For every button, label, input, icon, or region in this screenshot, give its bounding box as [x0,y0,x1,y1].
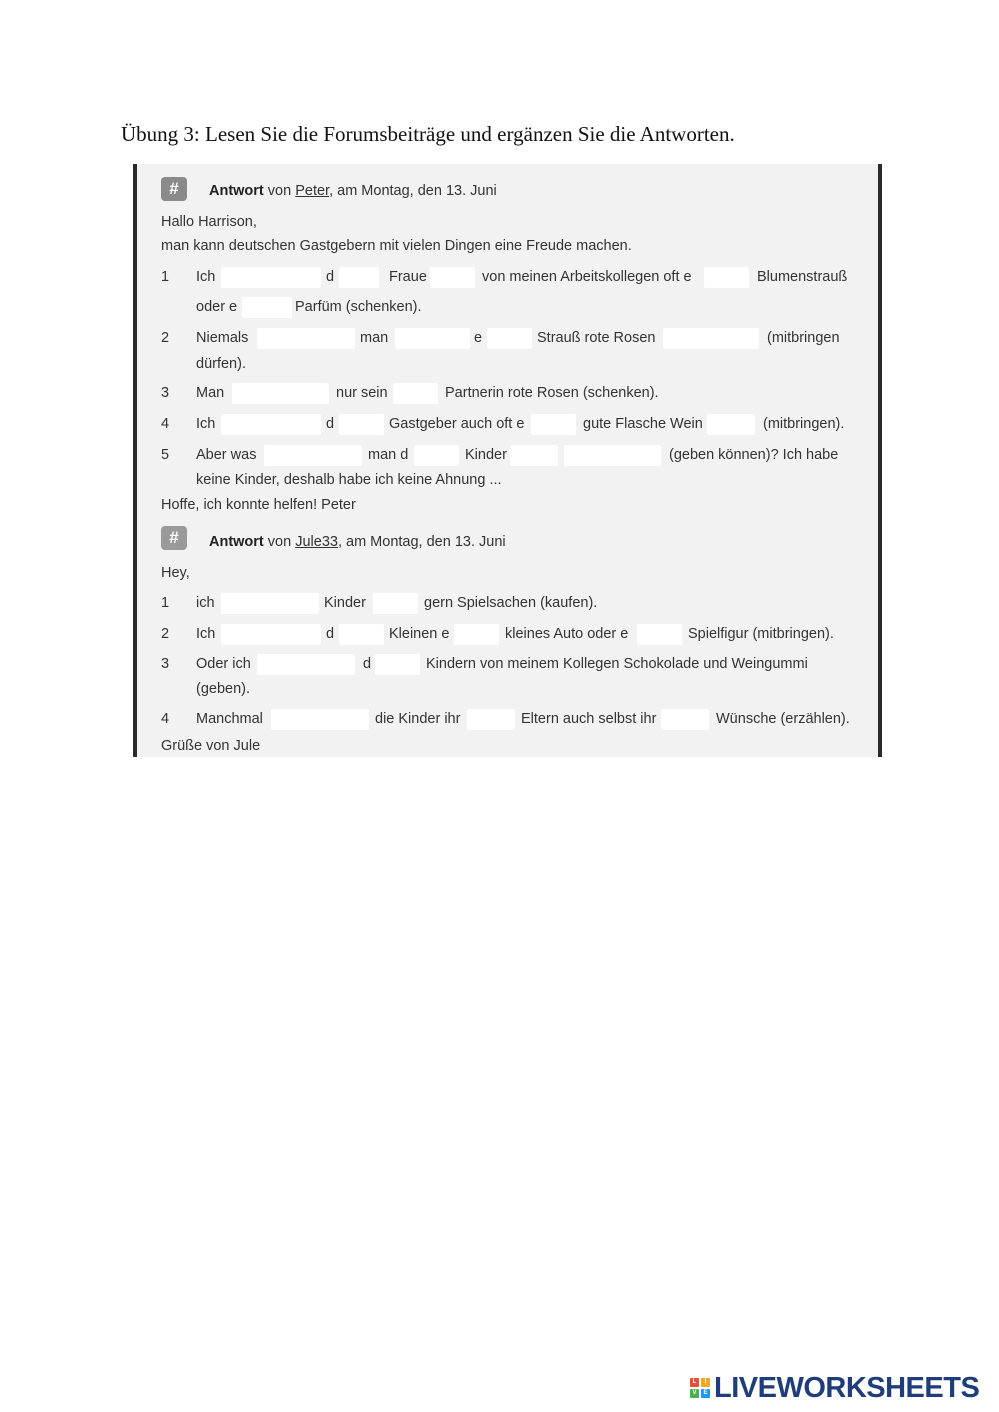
text: Wünsche (erzählen). [716,711,850,727]
sentence-number: 5 [161,447,170,463]
text: Kinder [324,595,366,611]
sentence-number: 3 [161,385,170,401]
closing-text: Hoffe, ich konnte helfen! Peter [161,497,356,513]
text: Fraue [389,269,427,285]
text: oder e [196,299,238,315]
closing-text: Grüße von Jule [161,738,261,754]
text: Ich [196,416,216,432]
forum-panel [133,164,882,757]
text: ich [196,595,215,611]
answer-gap[interactable] [373,593,418,614]
answer-gap[interactable] [414,445,459,466]
answer-gap[interactable] [707,414,755,435]
answer-gap[interactable] [339,624,384,645]
text: Spielfigur (mitbringen). [688,626,834,642]
text: (mitbringen [767,330,840,346]
text: Partnerin rote Rosen (schenken). [445,385,659,401]
answer-gap[interactable] [531,414,576,435]
text: d [326,269,335,285]
sentence-number: 1 [161,595,170,611]
answer-gap[interactable] [221,267,321,288]
text: Man [196,385,225,401]
text: Kinder [465,447,507,463]
post-header [209,534,506,550]
hashtag-icon: # [161,526,187,550]
answer-gap[interactable] [637,624,682,645]
hashtag-icon: # [161,177,187,201]
exercise-title: Übung 3: Lesen Sie die Forumsbeiträge und ergänzen Sie die Antworten. [121,122,735,146]
logo-square: E [701,1389,710,1398]
text: e [474,330,483,346]
text: Kleinen e [389,626,450,642]
logo-text: LIVEWORKSHEETS [714,1371,980,1404]
text: gern Spielsachen (kaufen). [424,595,598,611]
answer-gap[interactable] [663,328,759,349]
text: Manchmal [196,711,263,727]
logo-square: I [701,1378,710,1387]
answer-gap[interactable] [221,414,321,435]
text: Ich [196,626,216,642]
greeting: Hallo Harrison, [161,214,257,230]
text: d [326,416,335,432]
text: Kindern von meinem Kollegen Schokolade und Weingummi [426,656,808,672]
text: Ich [196,269,216,285]
answer-gap[interactable] [375,654,420,675]
text: Strauß rote Rosen [537,330,656,346]
answer-gap[interactable] [339,414,384,435]
answer-gap[interactable] [393,383,438,404]
text: Eltern auch selbst ihr [521,711,657,727]
text: gute Flasche Wein [583,416,703,432]
post-header [209,183,497,199]
text: die Kinder ihr [375,711,461,727]
answer-gap[interactable] [232,383,329,404]
answer-gap[interactable] [430,267,475,288]
logo-icon [690,1378,710,1398]
answer-gap[interactable] [221,624,321,645]
text: von meinen Arbeitskollegen oft e [482,269,692,285]
answer-gap[interactable] [257,654,355,675]
answer-gap[interactable] [242,297,292,318]
answer-gap[interactable] [564,445,661,466]
text: (geben). [196,681,251,697]
greeting: Hey, [161,565,190,581]
logo-square: L [690,1378,699,1387]
text: kleines Auto oder e [505,626,629,642]
text: Niemals [196,330,249,346]
text: (geben können)? Ich habe [669,447,839,463]
text: Aber was [196,447,257,463]
text: man [360,330,389,346]
von-label: von [267,183,292,199]
text: d [363,656,372,672]
answer-gap[interactable] [467,709,515,730]
author-link[interactable]: Peter [295,183,330,199]
text: Blumenstrauß [757,269,848,285]
answer-gap[interactable] [339,267,379,288]
answer-gap[interactable] [454,624,499,645]
text: Parfüm (schenken). [295,299,422,315]
answer-gap[interactable] [661,709,709,730]
antwort-label: Antwort [209,534,264,550]
text: Oder ich [196,656,251,672]
text: d [326,626,335,642]
answer-gap[interactable] [221,593,319,614]
text: dürfen). [196,356,246,372]
sentence-number: 2 [161,626,170,642]
post-date: , am Montag, den 13. Juni [329,183,497,199]
text: keine Kinder, deshalb habe ich keine Ahnung ... [196,472,502,488]
text: man d [368,447,409,463]
liveworksheets-logo [690,1373,979,1403]
answer-gap[interactable] [487,328,532,349]
answer-gap[interactable] [395,328,470,349]
sentence-number: 2 [161,330,170,346]
intro-text: man kann deutschen Gastgebern mit vielen Dingen eine Freude machen. [161,238,632,254]
sentence-number: 4 [161,416,170,432]
sentence-number: 1 [161,269,170,285]
text: nur sein [336,385,388,401]
author-link[interactable]: Jule33 [295,534,338,550]
answer-gap[interactable] [271,709,369,730]
logo-square: V [690,1389,699,1398]
answer-gap[interactable] [510,445,558,466]
answer-gap[interactable] [264,445,362,466]
von-label: von [267,534,292,550]
sentence-number: 4 [161,711,170,727]
antwort-label: Antwort [209,183,264,199]
answer-gap[interactable] [257,328,355,349]
post-date: , am Montag, den 13. Juni [337,534,506,550]
text: (mitbringen). [763,416,845,432]
text: Gastgeber auch oft e [389,416,525,432]
sentence-number: 3 [161,656,170,672]
answer-gap[interactable] [704,267,749,288]
